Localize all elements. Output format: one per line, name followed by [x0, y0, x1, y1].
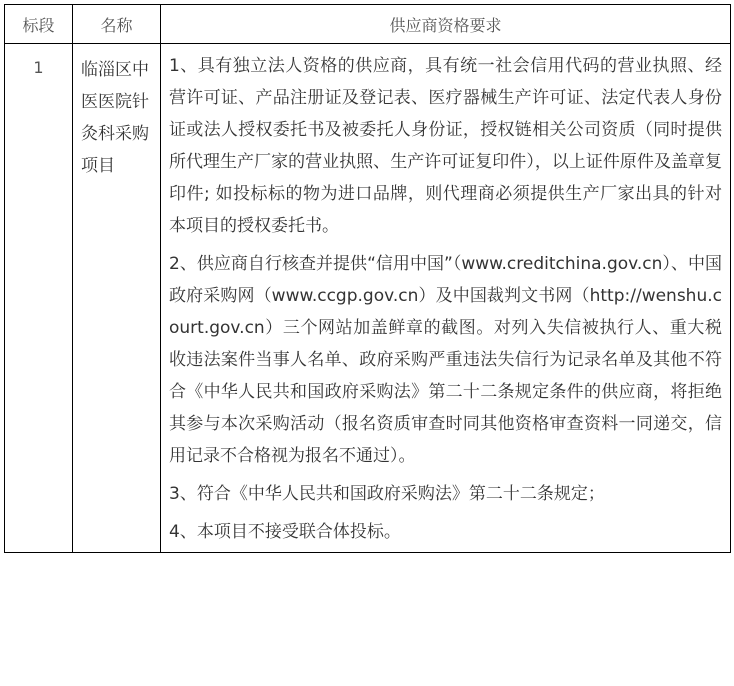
table-row: [5, 44, 731, 553]
header-section: 标段: [5, 5, 73, 44]
section-number: 1: [5, 44, 73, 553]
table-header-row: [5, 5, 731, 44]
qualification-table: [4, 4, 731, 553]
requirement-item-3: 3、符合《中华人民共和国政府采购法》第二十二条规定；: [169, 484, 605, 504]
requirement-item-4: 4、本项目不接受联合体投标。: [169, 522, 401, 542]
header-requirements: 供应商资格要求: [161, 5, 731, 44]
requirement-item-2: 2、供应商自行核查并提供“信用中国”（www.creditchina.gov.cn）、中国政府采购网（www.ccgp.gov.cn）及中国裁判文书网（http://wenshu.court.gov.cn）三个网站加盖鲜章的截图。对列入失信被执行人、重大税收违法案件当事人名单、政府采购严重违法失信行为记录名单及其他不符合《中华人民共和国政府采购法》第二十二条规定条件的供应商，将拒绝其参与本次采购活动（报名资质审查时同其他资格审查资料一同递交，信用记录不合格视为报名不通过）。: [169, 254, 722, 466]
requirement-item-1: 1、具有独立法人资格的供应商，具有统一社会信用代码的营业执照、经营许可证、产品注册证及登记表、医疗器械生产许可证、法定代表人身份证或法人授权委托书及被委托人身份证，授权链相关公司资质（同时提供所代理生产厂家的营业执照、生产许可证复印件），以上证件原件及盖章复印件; 如投标标的物为进口品牌，则代理商必须提供生产厂家出具的针对本项目的授权委托书。: [169, 56, 722, 236]
header-name: 名称: [73, 5, 161, 44]
project-name: 临淄区中医医院针灸科采购项目: [73, 44, 161, 553]
requirements-cell: [161, 44, 731, 553]
